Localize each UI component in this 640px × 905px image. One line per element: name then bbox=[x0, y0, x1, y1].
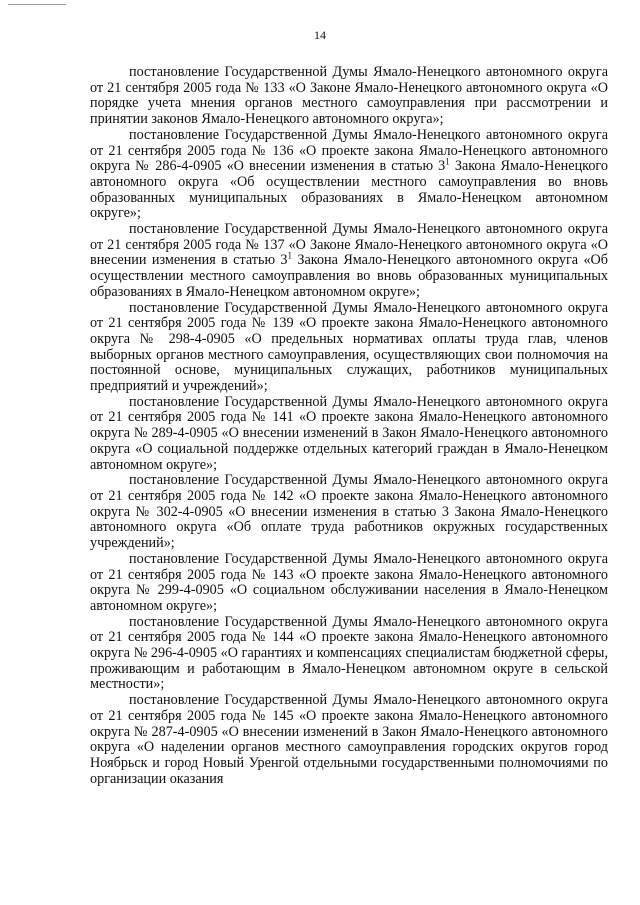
paragraph-text: постановление Государственной Думы Ямало-Ненецкого автономного округа от 21 сентября 2005 года № 133 «О Законе Ямало-Ненецкого автономного округа «О порядке учета мнения органов местного самоуправления при рассмотрении и принятии законов Ямало-Ненецкого автономного округа»; bbox=[90, 64, 608, 128]
page-number: 14 bbox=[314, 28, 326, 42]
paragraph-text: постановление Государственной Думы Ямало-Ненецкого автономного округа от 21 сентября 2005 года № 143 «О проекте закона Ямало-Ненецкого автономного округа № 299-4-0905 «О социальном обслуживании населения в Ямало-Ненецком автономном округе»; bbox=[90, 550, 608, 614]
superscript-text: 1 bbox=[287, 250, 293, 261]
resolution-paragraph bbox=[90, 65, 608, 128]
superscript-text: 1 bbox=[445, 156, 450, 167]
paragraph-text: постановление Государственной Думы Ямало-Ненецкого автономного округа от 21 сентября 2005 года № 145 «О проекте закона Ямало-Ненецкого автономного округа № 287-4-0905 «О внесении изменений в Закон Ямало-Ненецкого автономного округа «О наделении органов местного самоуправления городских округов город Ноябрьск и город Новый Уренгой отдельными государственными полномочиями по организации оказания bbox=[90, 692, 608, 787]
resolution-paragraph bbox=[90, 693, 608, 787]
paragraph-text: постановление Государственной Думы Ямало-Ненецкого автономного округа от 21 сентября 2005 года № 142 «О проекте закона Ямало-Ненецкого автономного округа № 302-4-0905 «О внесении изменения в статью 3 Закона Ямало-Ненецкого автономного округа «Об оплате труда работников окружных государственных учреждений»; bbox=[90, 472, 608, 552]
paragraph-text: постановление Государственной Думы Ямало-Ненецкого автономного округа от 21 сентября 2005 года № 144 «О проекте закона Ямало-Ненецкого автономного округа № 296-4-0905 «О гарантиях и компенсациях специалистам бюджетной сферы, проживающим и работающим в Ямало-Ненецком автономном округе в сельской местности»; bbox=[90, 613, 608, 693]
paragraph-text: постановление Государственной Думы Ямало-Ненецкого автономного округа от 21 сентября 2005 года № 139 «О проекте закона Ямало-Ненецкого автономного округа № 298-4-0905 «О предельных нормативах оплаты труда глав, членов выборных органов местного самоуправления, осуществляющих свои полномочия на постоянной основе, муниципальных служащих, работников муниципальных предприятий и учреждений»; bbox=[90, 299, 608, 395]
resolution-paragraph bbox=[90, 552, 608, 615]
resolution-paragraph bbox=[90, 222, 608, 301]
paragraph-text: постановление Государственной Думы Ямало-Ненецкого автономного округа от 21 сентября 2005 года № 136 «О проекте закона Ямало-Ненецкого автономного округа № 286-4-0905 «О внесении изменения в статью 3 bbox=[90, 126, 608, 175]
document-body bbox=[90, 65, 608, 787]
resolution-paragraph bbox=[90, 128, 608, 222]
scan-edge-mark bbox=[8, 4, 66, 5]
resolution-paragraph bbox=[90, 301, 608, 395]
paragraph-text: постановление Государственной Думы Ямало-Ненецкого автономного округа от 21 сентября 2005 года № 141 «О проекте закона Ямало-Ненецкого автономного округа № 289-4-0905 «О внесении изменений в Закон Ямало-Ненецкого автономного округа «О социальной поддержке отдельных категорий граждан в Ямало-Ненецком автономном округе»; bbox=[90, 393, 608, 473]
paragraph-text: Закона Ямало-Ненецкого автономного округа «Об осуществлении местного самоуправления во вновь образованных муниципальных образованиях в Ямало-Ненецком автономном округе»; bbox=[90, 158, 608, 222]
resolution-paragraph bbox=[90, 395, 608, 474]
resolution-paragraph bbox=[90, 473, 608, 552]
resolution-paragraph bbox=[90, 615, 608, 694]
paragraph-text: Закона Ямало-Ненецкого автономного округа «Об осуществлении местного самоуправления во вновь образованных муниципальных образованиях в Ямало-Ненецком автономном округе»; bbox=[90, 252, 608, 300]
paragraph-text: постановление Государственной Думы Ямало-Ненецкого автономного округа от 21 сентября 2005 года № 137 «О Законе Ямало-Ненецкого автономного округа «О внесении изменения в статью 3 bbox=[90, 221, 608, 269]
